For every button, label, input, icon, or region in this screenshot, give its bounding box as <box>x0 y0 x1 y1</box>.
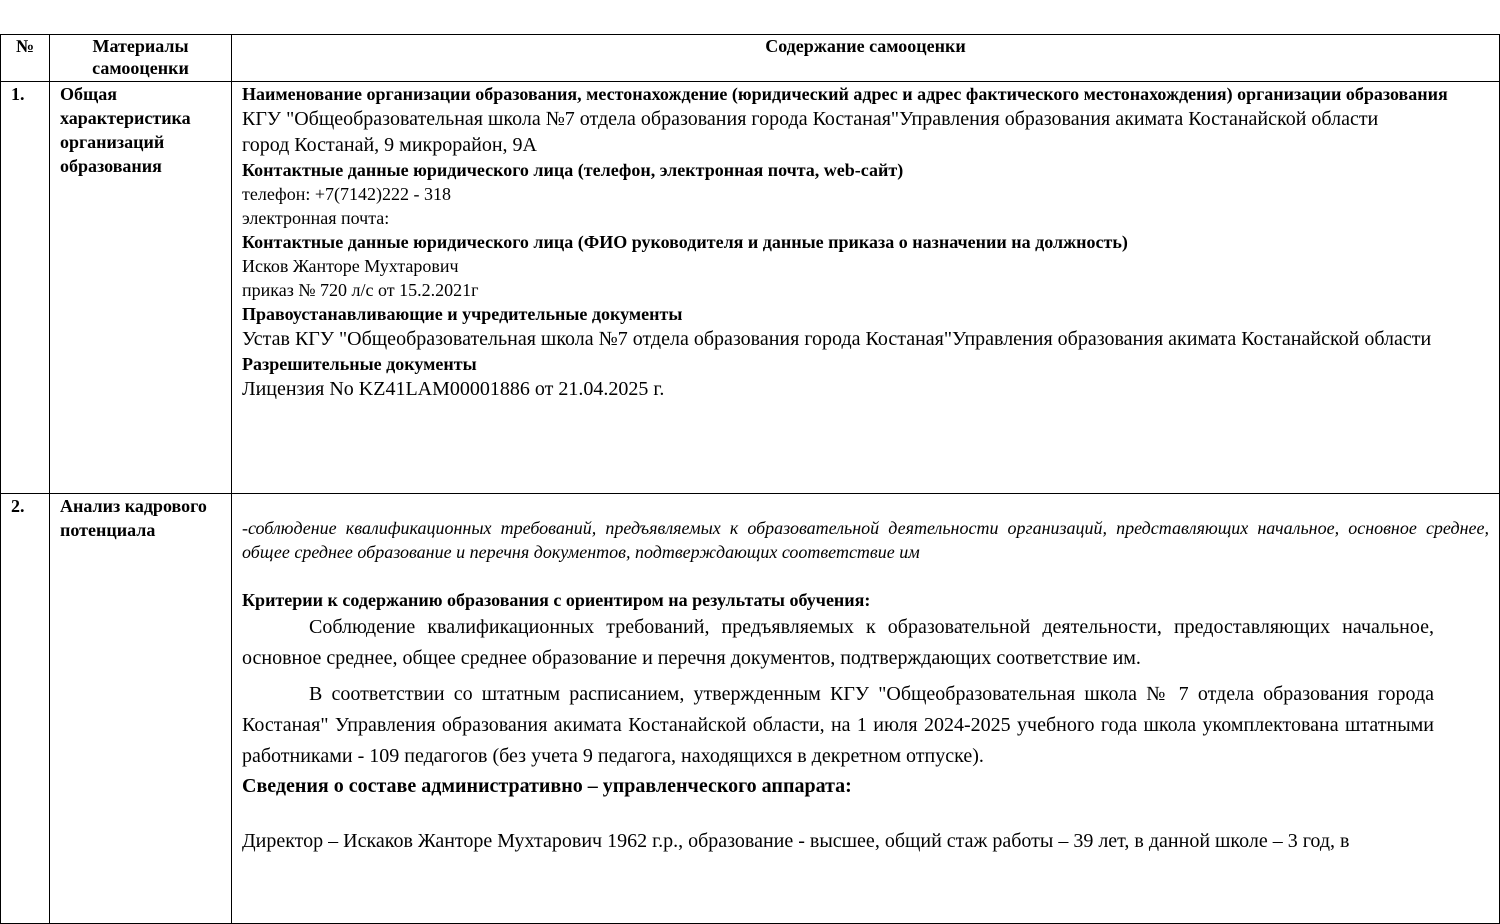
row-material: Общая характеристика организаций образования <box>50 82 232 494</box>
row-material: Анализ кадрового потенциала <box>50 494 232 924</box>
table-row <box>1 494 1500 924</box>
org-address: город Костанай, 9 микрорайон, 9А <box>242 134 537 156</box>
row-content <box>232 82 1500 494</box>
header-materials: Материалы самооценки <box>50 35 232 82</box>
license-text: Лицензия No KZ41LAM00001886 от 21.04.2025 г. <box>242 378 665 400</box>
table-row <box>1 82 1500 494</box>
org-heading: Наименование организации образования, местонахождение (юридический адрес и адрес фактического местонахождения) организации образования <box>242 84 1448 104</box>
contacts-heading: Контактные данные юридического лица (телефон, электронная почта, web-сайт) <box>242 160 904 180</box>
charter-heading: Правоустанавливающие и учредительные документы <box>242 304 683 324</box>
permits-heading: Разрешительные документы <box>242 354 477 374</box>
qualification-paragraph: Соблюдение квалификационных требований, предъявляемых к образовательной деятельности, предоставляющих начальное, основное среднее, общее среднее образование и перечня документов, подтверждающих соответствие им. <box>242 616 1434 669</box>
org-name: КГУ "Общеобразовательная школа №7 отдела образования города Костаная"Управления образования акимата Костанайской области <box>242 108 1379 130</box>
admin-heading: Сведения о составе административно – управленческого аппарата: <box>242 775 852 797</box>
staffing-paragraph: В соответствии со штатным расписанием, утвержденным КГУ "Общеобразовательная школа № 7 отдела образования города Костаная" Управления образования акимата Костанайской области, на 1 июля 2024-2025 учебного года школа укомплектована штатными работниками - 109 педагогов (без учета 9 педагога, находящихся в декретном отпуске). <box>242 683 1434 767</box>
italic-requirements: -соблюдение квалификационных требований, предъявляемых к образовательной деятельности организаций, представляющих начальное, основное среднее, общее среднее образование и перечня документов, подтверждающих соответствие им <box>242 518 1489 562</box>
charter-text: Устав КГУ "Общеобразовательная школа №7 отдела образования города Костаная"Управления образования акимата Костанайской области <box>242 328 1432 350</box>
row-content <box>232 494 1500 924</box>
row-number: 2. <box>1 494 50 924</box>
self-assessment-table <box>0 34 1500 924</box>
director-heading: Контактные данные юридического лица (ФИО руководителя и данные приказа о назначении на должность) <box>242 232 1128 252</box>
header-content: Содержание самооценки <box>232 35 1500 82</box>
header-num: № <box>1 35 50 82</box>
row-number: 1. <box>1 82 50 494</box>
phone: телефон: +7(7142)222 - 318 <box>242 184 451 204</box>
header-row <box>1 35 1500 82</box>
email: электронная почта: <box>242 208 390 228</box>
criteria-heading: Критерии к содержанию образования с ориентиром на результаты обучения: <box>242 590 871 610</box>
director-info: Директор – Искаков Жанторе Мухтарович 1962 г.р., образование - высшее, общий стаж работы – 39 лет, в данной школе – 3 год, в <box>242 830 1350 852</box>
director-name: Исков Жанторе Мухтарович <box>242 256 459 276</box>
appointment-order: приказ № 720 л/с от 15.2.2021г <box>242 280 479 300</box>
